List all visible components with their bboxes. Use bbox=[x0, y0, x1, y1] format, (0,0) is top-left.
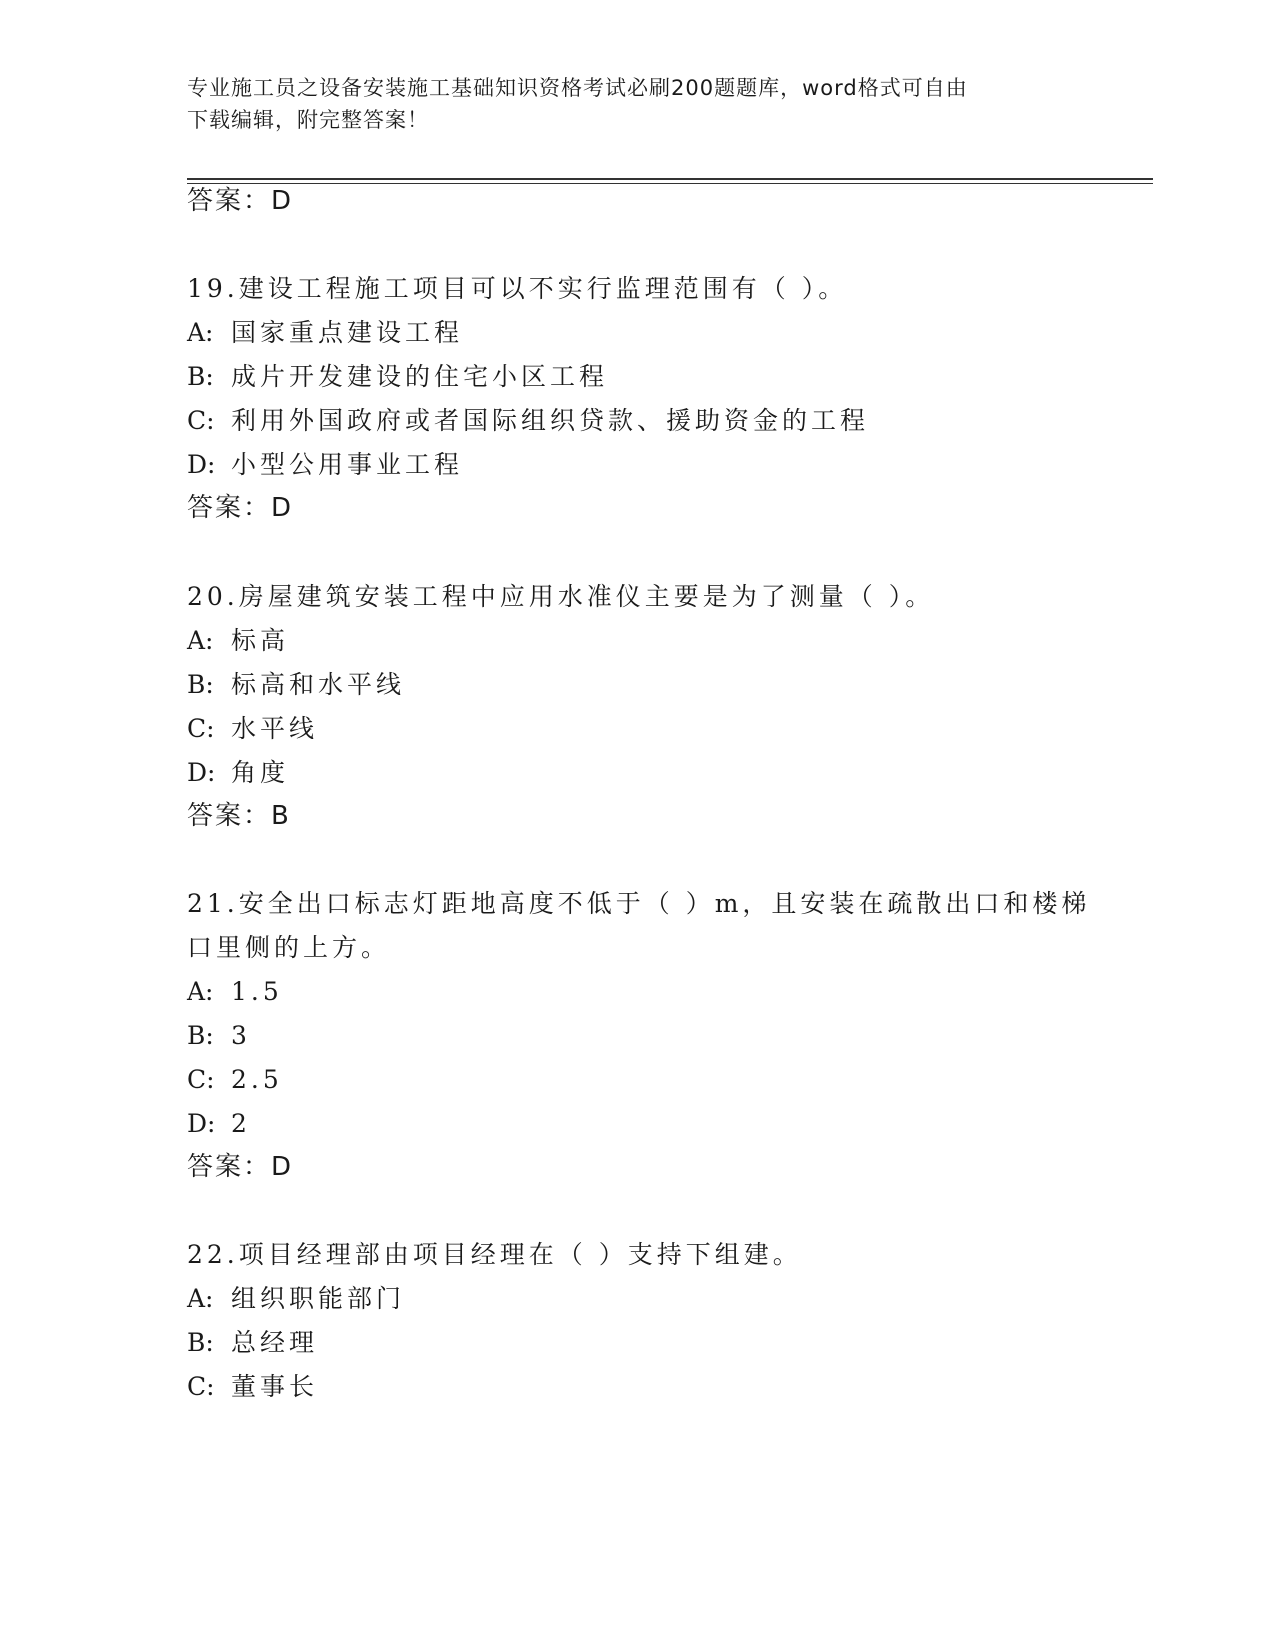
option-text: 成片开发建设的住宅小区工程 bbox=[231, 362, 609, 391]
option-label: B: bbox=[187, 1328, 214, 1357]
option-text: 董事长 bbox=[231, 1372, 319, 1401]
option-label: C: bbox=[187, 1065, 215, 1094]
option-d bbox=[187, 1107, 251, 1141]
option-d bbox=[187, 448, 463, 482]
option-text: 标高和水平线 bbox=[231, 670, 406, 699]
option-label: C: bbox=[187, 406, 215, 435]
option-label: A: bbox=[187, 977, 214, 1006]
header-title-line-2: 下载编辑，附完整答案！ bbox=[187, 108, 429, 132]
question-stem: 20.房屋建筑安装工程中应用水准仪主要是为了测量（ ）。 bbox=[187, 582, 935, 611]
option-text: 2.5 bbox=[231, 1065, 283, 1094]
option-label: D: bbox=[187, 450, 216, 479]
option-label: A: bbox=[187, 318, 214, 347]
option-a bbox=[187, 316, 463, 350]
option-label: B: bbox=[187, 362, 214, 391]
option-a bbox=[187, 1282, 405, 1316]
question-stem: 22.项目经理部由项目经理在（ ）支持下组建。 bbox=[187, 1240, 802, 1269]
option-label: B: bbox=[187, 670, 214, 699]
option-label: A: bbox=[187, 1284, 214, 1313]
answer-line: 答案：D bbox=[187, 186, 294, 216]
question-stem-continued: 口里侧的上方。 bbox=[187, 933, 391, 962]
option-text: 总经理 bbox=[231, 1328, 319, 1357]
option-label: A: bbox=[187, 626, 214, 655]
document-header bbox=[187, 72, 1087, 136]
option-label: B: bbox=[187, 1021, 214, 1050]
option-b bbox=[187, 1326, 318, 1360]
answer-line: 答案：D bbox=[187, 1152, 294, 1182]
option-a bbox=[187, 624, 289, 658]
option-a bbox=[187, 975, 283, 1009]
header-title-line-1: 专业施工员之设备安装施工基础知识资格考试必刷200题题库，word格式可自由 bbox=[187, 76, 968, 100]
question-stem: 19.建设工程施工项目可以不实行监理范围有（ ）。 bbox=[187, 274, 848, 303]
option-c bbox=[187, 1370, 318, 1404]
option-text: 国家重点建设工程 bbox=[231, 318, 464, 347]
option-label: C: bbox=[187, 714, 215, 743]
option-b bbox=[187, 360, 608, 394]
option-b bbox=[187, 1019, 251, 1053]
option-text: 3 bbox=[231, 1021, 251, 1050]
option-text: 2 bbox=[231, 1109, 251, 1138]
option-c bbox=[187, 712, 318, 746]
option-text: 利用外国政府或者国际组织贷款、援助资金的工程 bbox=[231, 406, 870, 435]
option-text: 1.5 bbox=[231, 977, 283, 1006]
option-c bbox=[187, 404, 869, 438]
header-divider-thin bbox=[187, 183, 1153, 184]
answer-line: 答案：D bbox=[187, 493, 294, 523]
header-divider-thick bbox=[187, 178, 1153, 180]
option-text: 小型公用事业工程 bbox=[231, 450, 464, 479]
option-label: C: bbox=[187, 1372, 215, 1401]
option-text: 标高 bbox=[231, 626, 290, 655]
answer-line: 答案：B bbox=[187, 801, 291, 831]
option-label: D: bbox=[187, 1109, 216, 1138]
question-stem: 21.安全出口标志灯距地高度不低于（ ）m，且安装在疏散出口和楼梯 bbox=[187, 889, 1091, 918]
option-text: 组织职能部门 bbox=[231, 1284, 406, 1313]
option-text: 水平线 bbox=[231, 714, 319, 743]
option-label: D: bbox=[187, 758, 216, 787]
option-text: 角度 bbox=[231, 758, 290, 787]
option-b bbox=[187, 668, 405, 702]
option-c bbox=[187, 1063, 283, 1097]
option-d bbox=[187, 756, 289, 790]
